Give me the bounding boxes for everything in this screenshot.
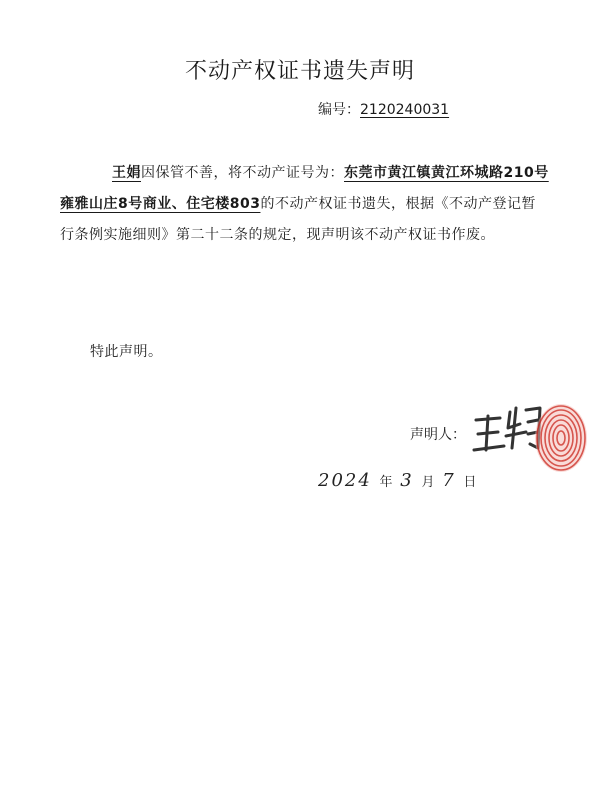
- body-part1: 因保管不善，将不动产证号为：: [141, 165, 344, 181]
- date-day: 7: [442, 470, 456, 491]
- closing-text: 特此声明。: [90, 344, 163, 360]
- date: [318, 470, 476, 491]
- property-address: 东莞市黄江镇黄江环城路210号雍雅山庄8号商业、住宅楼803: [60, 165, 549, 212]
- declarant-label: 声明人：: [410, 427, 466, 443]
- date-month: 3: [400, 470, 414, 491]
- declarant-name: 王娟: [112, 165, 141, 181]
- date-year: 2024: [318, 470, 372, 491]
- document-number: [318, 99, 449, 119]
- date-year-unit: 年: [379, 475, 393, 490]
- statement-body: [60, 158, 550, 251]
- number-label: 编号：: [318, 102, 360, 118]
- number-value: 2120240031: [360, 102, 450, 118]
- document-title: 不动产权证书遗失声明: [184, 59, 415, 84]
- date-day-unit: 日: [463, 475, 477, 490]
- body-part2: 的不动产权证书遗失，根据《不动产登记暂行条例实施细则》第二十二条的规定，现声明该不动产权证书作废。: [60, 196, 536, 243]
- date-month-unit: 月: [421, 475, 435, 490]
- fingerprint-icon: [532, 398, 590, 476]
